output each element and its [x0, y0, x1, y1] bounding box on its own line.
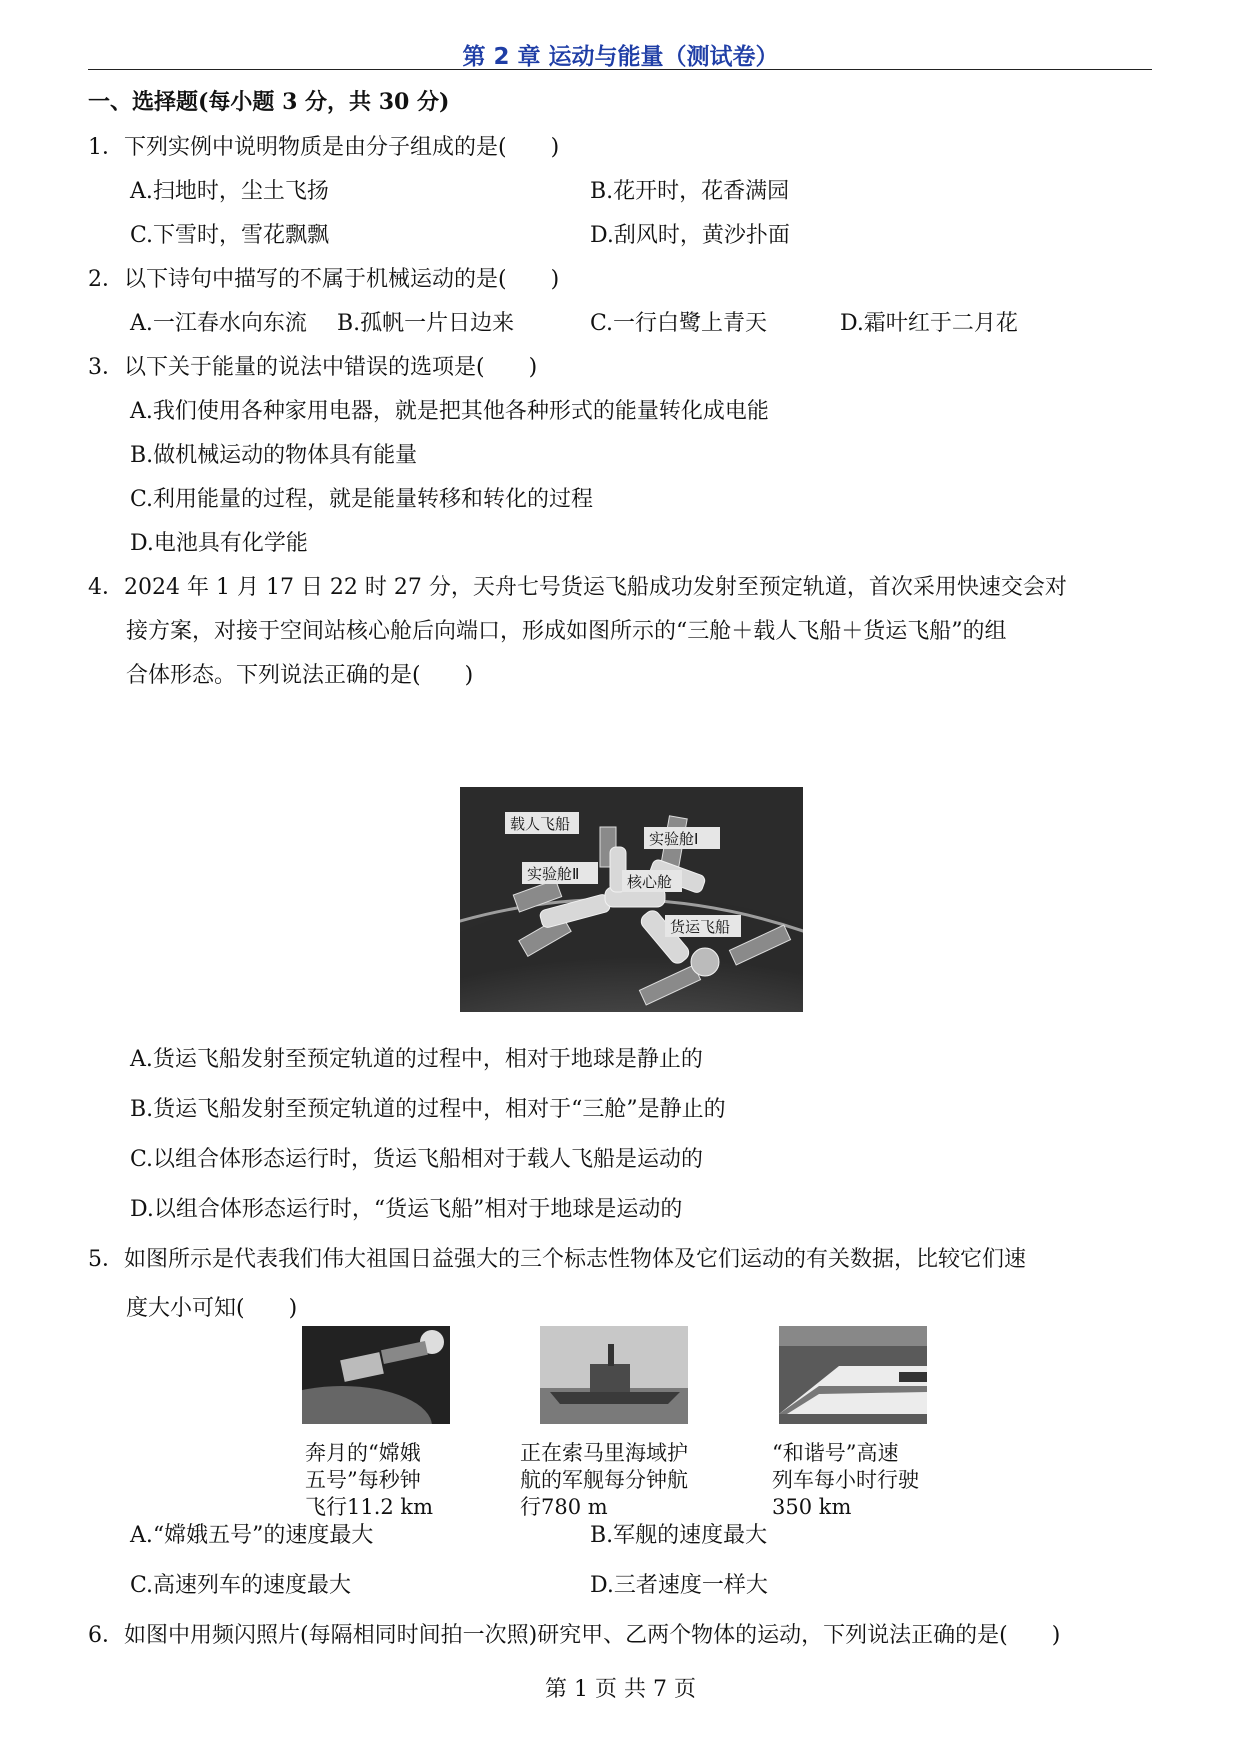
q5-option-d: D.三者速度一样大	[590, 1573, 768, 1598]
q1-option-c: C.下雪时，雪花飘飘	[130, 223, 330, 248]
caption-train	[772, 1440, 919, 1521]
caption-change5-line2: 五号”每秒钟	[305, 1468, 421, 1492]
caption-change5-line1: 奔月的“嫦娥	[305, 1441, 421, 1465]
q4-option-c: C.以组合体形态运行时，货运飞船相对于载人飞船是运动的	[130, 1147, 704, 1172]
q5-stem-line2: 度大小可知( )	[126, 1296, 298, 1321]
change5-illustration	[302, 1326, 450, 1424]
q5-option-b: B.军舰的速度最大	[590, 1523, 768, 1548]
warship-photo	[540, 1326, 688, 1424]
q4-stem-line1: 4．2024 年 1 月 17 日 22 时 27 分，天舟七号货运飞船成功发射至预定轨道，首次采用快速交会对	[88, 575, 1067, 600]
q1-option-d: D.刮风时，黄沙扑面	[590, 223, 790, 248]
caption-warship	[520, 1440, 688, 1521]
q4-stem-line3: 合体形态。下列说法正确的是( )	[126, 663, 474, 688]
q5-stem-line1: 5．如图所示是代表我们伟大祖国日益强大的三个标志性物体及它们运动的有关数据，比较它们速	[88, 1247, 1027, 1272]
q3-option-d: D.电池具有化学能	[130, 531, 308, 556]
q4-option-d: D.以组合体形态运行时，“货运飞船”相对于地球是运动的	[130, 1197, 683, 1222]
q6-stem: 6．如图中用频闪照片(每隔相同时间拍一次照)研究甲、乙两个物体的运动，下列说法正确的是( )	[88, 1623, 1061, 1648]
label-lab-module-1: 实验舱Ⅰ	[649, 831, 699, 848]
caption-warship-line1: 正在索马里海域护	[520, 1441, 688, 1465]
q3-stem: 3．以下关于能量的说法中错误的选项是( )	[88, 355, 538, 380]
q2-stem: 2．以下诗句中描写的不属于机械运动的是( )	[88, 267, 560, 292]
q3-option-a: A.我们使用各种家用电器，就是把其他各种形式的能量转化成电能	[130, 399, 769, 424]
caption-warship-line2: 航的军舰每分钟航	[520, 1468, 688, 1492]
caption-train-line1: “和谐号”高速	[772, 1441, 899, 1465]
warship-illustration	[540, 1326, 688, 1424]
label-crew-ship: 载人飞船	[510, 816, 571, 833]
caption-change5-line3: 飞行11.2 km	[305, 1495, 434, 1519]
label-lab-module-2: 实验舱Ⅱ	[527, 866, 580, 883]
caption-warship-line3: 行780 m	[520, 1495, 608, 1519]
caption-change5	[305, 1440, 433, 1521]
header-divider	[88, 69, 1152, 70]
label-cargo-ship: 货运飞船	[670, 919, 731, 936]
q3-option-c: C.利用能量的过程，就是能量转移和转化的过程	[130, 487, 594, 512]
space-station-figure	[460, 787, 803, 1012]
page-footer: 第 1 页 共 7 页	[545, 1677, 696, 1702]
label-core-module: 核心舱	[627, 874, 673, 891]
q4-stem-line2: 接方案，对接于空间站核心舱后向端口，形成如图所示的“三舱＋载人飞船＋货运飞船”的组	[126, 619, 1007, 644]
train-photo	[779, 1326, 927, 1424]
space-station-illustration	[460, 787, 803, 1012]
q4-option-b: B.货运飞船发射至预定轨道的过程中，相对于“三舱”是静止的	[130, 1097, 726, 1122]
caption-train-line3: 350 km	[772, 1495, 852, 1519]
q2-option-a: A.一江春水向东流	[130, 311, 307, 336]
q3-option-b: B.做机械运动的物体具有能量	[130, 443, 418, 468]
q4-option-a: A.货运飞船发射至预定轨道的过程中，相对于地球是静止的	[130, 1047, 703, 1072]
q1-option-b: B.花开时，花香满园	[590, 179, 790, 204]
q2-option-c: C.一行白鹭上青天	[590, 311, 768, 336]
q2-option-b: B.孤帆一片日边来	[337, 311, 515, 336]
q1-stem: 1．下列实例中说明物质是由分子组成的是( )	[88, 135, 560, 160]
section-title: 一、选择题(每小题 3 分，共 30 分)	[88, 89, 450, 115]
page-header-title: 第 2 章 运动与能量（测试卷）	[462, 44, 779, 70]
q1-option-a: A.扫地时，尘土飞扬	[130, 179, 329, 204]
q5-option-a: A.“嫦娥五号”的速度最大	[130, 1523, 374, 1548]
q2-option-d: D.霜叶红于二月花	[840, 311, 1018, 336]
change5-photo	[302, 1326, 450, 1424]
q5-option-c: C.高速列车的速度最大	[130, 1573, 352, 1598]
high-speed-train-illustration	[779, 1326, 927, 1424]
caption-train-line2: 列车每小时行驶	[772, 1468, 919, 1492]
